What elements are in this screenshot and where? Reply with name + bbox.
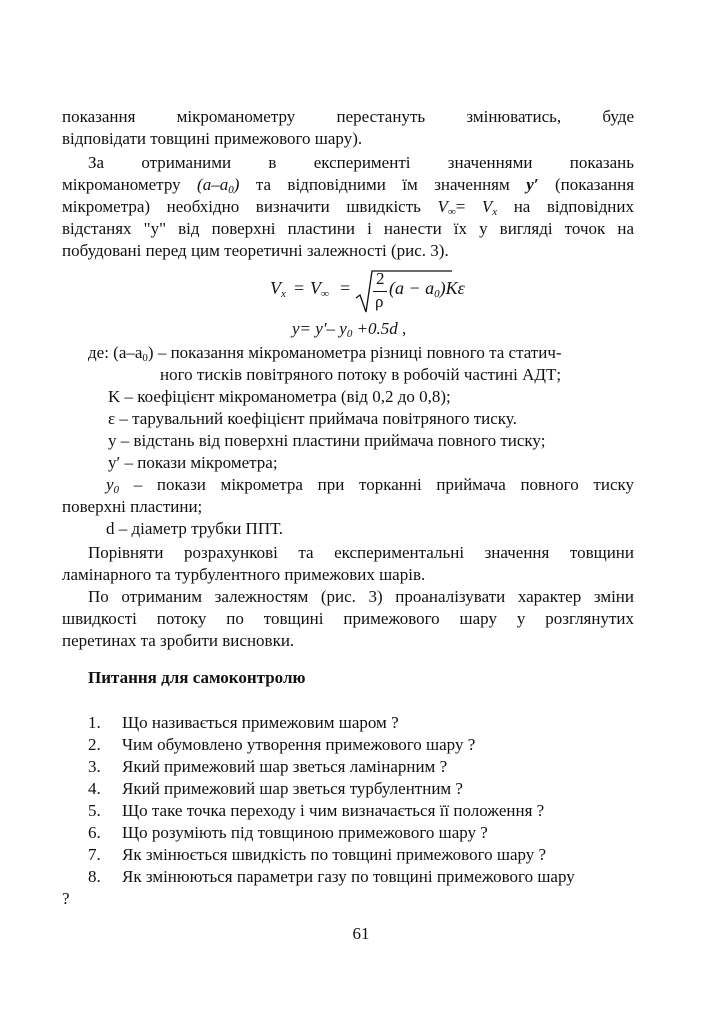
para2-line5: побудовані перед цим теоретичні залежності (рис. 3). xyxy=(62,241,449,260)
para4-line1: По отриманим залежностям (рис. 3) проаналізувати характер зміни xyxy=(88,587,634,606)
para2-line3: мікрометра) необхідно визначити швидкість $V_\infty= V_x$ на відповідних xyxy=(62,197,634,218)
def-epsilon: ε – тарувальний коефіцієнт приймача повітряного тиску. xyxy=(108,409,517,428)
para4-line3: перетинах та зробити висновки. xyxy=(62,631,295,650)
def-y0-line2: поверхні пластини; xyxy=(62,497,203,516)
def-a-line1: де: $(a-a_0)$ – показання мікроманометра різниці повного та статич- xyxy=(88,343,562,364)
para1-line1: показання мікроманометру перестануть змінюватись, буде xyxy=(62,107,634,126)
def-a-line2: ного тисків повітряного потоку в робочій частині АДТ; xyxy=(160,365,562,384)
para3-line1: Порівняти розрахункові та експериментальні значення товщини xyxy=(88,543,634,562)
para4-line2: швидкості потоку по товщині примежового шару у розглянутих xyxy=(62,609,634,628)
page-number: 61 xyxy=(352,924,370,943)
def-y-prime: y′ – покази мікрометра; xyxy=(108,453,278,472)
document-page: показання мікроманометру перестануть змінюватись, буде відповідати товщині примежового шару). За отриманими в експерименті значеннями показань мікроманометру $(a-a_0)$ та відповідними їм значенням y′ (показання мікрометра) необхідно визначити швидкість $V_\infty= V_x$ на відповідних відстанях "y" від поверхні пластини і нанести їх у вигляді точок на побудовані перед цим теоретичні залежності (рис. 3). $V_x$ = $V_\infty$ = 2 ρ $(a - a_0)K\varepsilon$ y= y′– $y_0 +0.5d$ , де: $(a-a_0)$ – показання мікроманометра різниці повного та статич- ного тисків повітряного потоку в робочій частині АДТ; K – коефіцієнт мікроманометра (від 0,2 до 0,8); ε – тарувальний коефіцієнт приймача повітряного тиску. y – відстань від поверхні пластини приймача повного тиску; y′ – покази мікрометра; $y_0$ – покази мікрометра при торканні приймача повного тиску поверхні пластини; d – діаметр трубки ППТ. Порівняти розрахункові та експериментальні значення товщини ламінарного та турбулентного примежових шарів. По отриманим залежностям (рис. 3) проаналізувати характер зміни швидкості потоку по товщині примежового шару у розглянутих перетинах та зробити висновки. Питання для самоконтролю 1. Що називається примежовим шаром ? 2. Чим обумовлено утворення примежового шару ? 3. Який примежовий шар зветься ламінарним ? 4. Який примежовий шар зветься турбулентним ? 5. Що таке точка переходу і чим визначається її положення ? 6. Що розуміють під товщиною примежового шару ? 7. Як змінюється швидкість по товщині примежового шару ? 8. Як змінюються параметри газу по товщині примежового шару ? 61 xyxy=(0,0,722,1024)
def-k: K – коефіцієнт мікроманометра (від 0,2 до 0,8); xyxy=(108,387,451,406)
para2-line2: мікроманометру $(a-a_0)$ та відповідними їм значенням y′ (показання xyxy=(62,175,635,196)
def-y0-line1: $y_0$ – покази мікрометра при торканні приймача повного тиску xyxy=(106,475,635,496)
para3-line2: ламінарного та турбулентного примежових шарів. xyxy=(62,565,426,584)
para1-line2: відповідати товщині примежового шару). xyxy=(62,129,363,148)
para2-line1: За отриманими в експерименті значеннями показань xyxy=(88,153,634,172)
velocity-formula: $V_x$ = $V_\infty$ = 2 ρ $(a - a_0)K\varepsilon$ xyxy=(270,268,470,316)
def-y: y – відстань від поверхні пластини приймача повного тиску; xyxy=(108,431,546,450)
def-d: d – діаметр трубки ППТ. xyxy=(106,519,284,538)
para2-line4: відстанях "y" від поверхні пластини і нанести їх у вигляді точок на xyxy=(62,219,634,238)
question-8-continuation: ? xyxy=(62,889,70,908)
section-heading: Питання для самоконтролю xyxy=(88,668,306,687)
y-formula: y= y′– $y_0 +0.5d$ , xyxy=(292,319,407,340)
